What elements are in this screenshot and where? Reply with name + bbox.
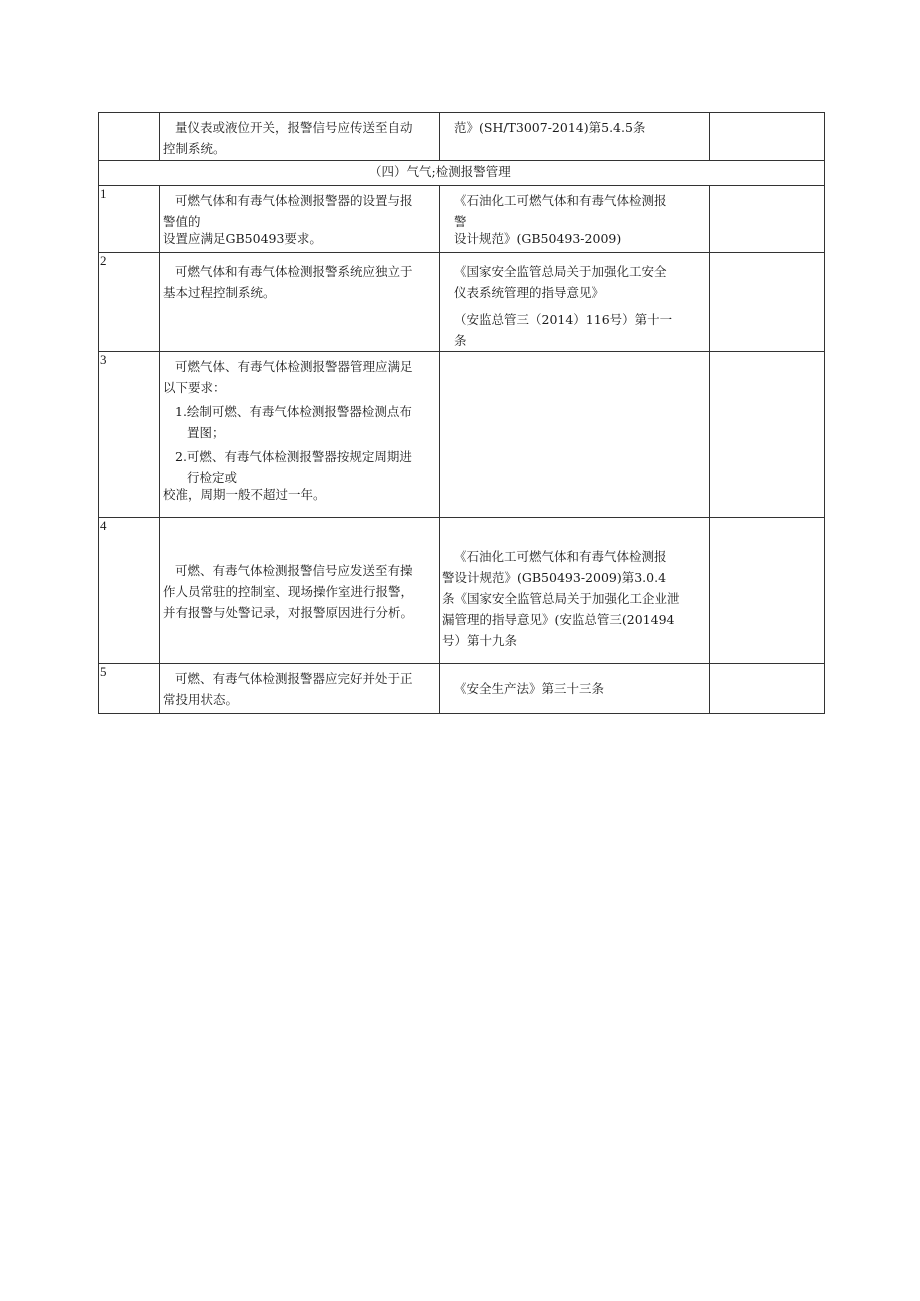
requirement-line: 置图；: [187, 425, 225, 440]
basis-line: （安监总管三（2014）116号）第十一: [454, 312, 673, 327]
requirement-line: 量仪表或液位开关，报警信号应传送至自动: [175, 120, 413, 135]
inspection-table: [98, 112, 825, 714]
requirement-line: 常投用状态。: [163, 692, 239, 707]
item-number: 3: [99, 352, 160, 518]
requirement-cell: [160, 518, 440, 664]
result-cell: [710, 113, 825, 161]
requirement-line: 1.绘制可燃、有毒气体检测报警器检测点布: [175, 404, 412, 419]
basis-cell: [440, 113, 710, 161]
basis-cell: [440, 186, 710, 253]
basis-line: 《安全生产法》第三十三条: [454, 681, 605, 696]
section-title: （四）气气;检测报警管理: [99, 161, 825, 186]
requirement-line: 可燃气体、有毒气体检测报警器管理应满足: [175, 359, 413, 374]
item-number: 2: [99, 253, 160, 352]
basis-cell: [440, 352, 710, 518]
basis-cell: [440, 518, 710, 664]
basis-line: 条: [454, 333, 467, 348]
requirement-line: 作人员常驻的控制室、现场操作室进行报警，: [163, 584, 414, 599]
basis-line: 《石油化工可燃气体和有毒气体检测报: [454, 549, 667, 564]
basis-line: 号）第十九条: [442, 633, 518, 648]
table-row: [99, 352, 825, 518]
basis-line: 范》(SH/T3007-2014)第5.4.5条: [454, 120, 646, 135]
requirement-line: 以下要求：: [163, 380, 226, 395]
result-cell: [710, 352, 825, 518]
item-number: 5: [99, 664, 160, 714]
basis-line: 条《国家安全监管总局关于加强化工企业泄: [442, 591, 680, 606]
requirement-line: 可燃、有毒气体检测报警器应完好并处于正: [175, 671, 413, 686]
requirement-cell: [160, 253, 440, 352]
basis-cell: [440, 664, 710, 714]
table-row: [99, 664, 825, 714]
requirement-line: 可燃、有毒气体检测报警信号应发送至有操: [175, 563, 413, 578]
requirement-line: 2.可燃、有毒气体检测报警器按规定周期进: [175, 449, 412, 464]
item-number: 1: [99, 186, 160, 253]
table-row: [99, 253, 825, 352]
basis-line: 《国家安全监管总局关于加强化工安全: [454, 264, 667, 279]
item-number-cell: [99, 113, 160, 161]
basis-cell: [440, 253, 710, 352]
table-row: [99, 186, 825, 253]
requirement-line: 警值的: [163, 214, 201, 229]
requirement-line: 校准，周期一般不超过一年。: [163, 487, 326, 502]
requirement-line: 控制系统。: [163, 141, 226, 156]
basis-line: 警: [454, 214, 467, 229]
result-cell: [710, 518, 825, 664]
basis-line: 仪表系统管理的指导意见》: [454, 285, 605, 300]
requirement-line: 可燃气体和有毒气体检测报警器的设置与报: [175, 193, 413, 208]
requirement-line: 行检定或: [187, 470, 238, 485]
section-row: [99, 161, 825, 186]
table-row-continuation: [99, 113, 825, 161]
result-cell: [710, 186, 825, 253]
basis-line: 警设计规范》(GB50493-2009)第3.0.4: [442, 570, 667, 585]
result-cell: [710, 664, 825, 714]
requirement-cell: [160, 113, 440, 161]
item-number: 4: [99, 518, 160, 664]
requirement-cell: [160, 352, 440, 518]
requirement-line: 基本过程控制系统。: [163, 285, 276, 300]
requirement-line: 设置应满足GB50493要求。: [163, 231, 322, 246]
result-cell: [710, 253, 825, 352]
basis-line: 漏管理的指导意见》(安监总管三(201494: [442, 612, 675, 627]
requirement-cell: [160, 186, 440, 253]
basis-line: 《石油化工可燃气体和有毒气体检测报: [454, 193, 667, 208]
requirement-line: 可燃气体和有毒气体检测报警系统应独立于: [175, 264, 413, 279]
requirement-line: 并有报警与处警记录，对报警原因进行分析。: [163, 605, 414, 620]
basis-line: 设计规范》(GB50493-2009): [454, 231, 622, 246]
table-row: [99, 518, 825, 664]
requirement-cell: [160, 664, 440, 714]
